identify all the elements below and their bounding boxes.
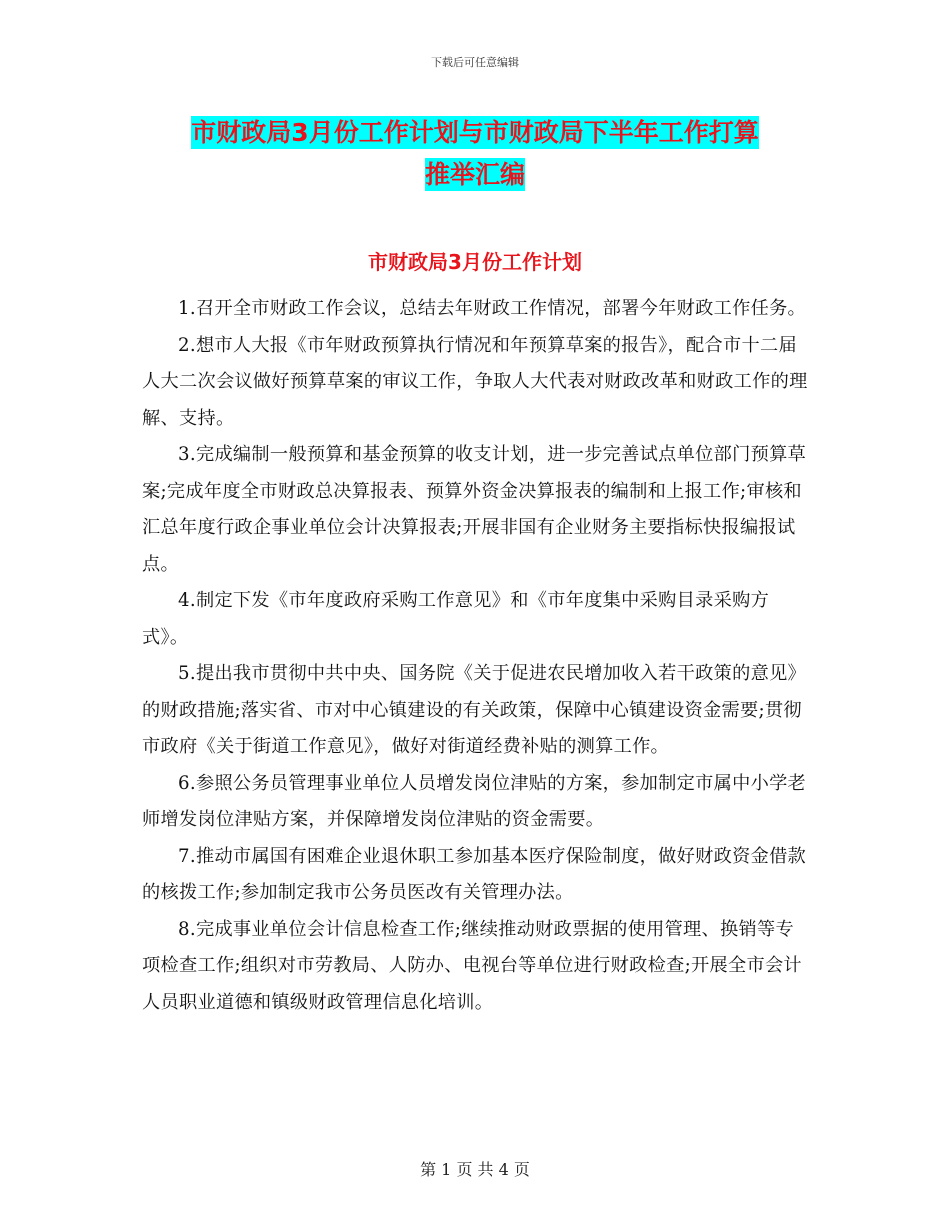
paragraph-5: 5.提出我市贯彻中共中央、国务院《关于促进农民增加收入若干政策的意见》的财政措施;落实省、市对中心镇建设的有关政策，保障中心镇建设资金需要;贯彻市政府《关于街道工作意见》，做好对街道经费补贴的测算工作。 (142, 663, 807, 757)
paragraph-6: 6.参照公务员管理事业单位人员增发岗位津贴的方案，参加制定市属中小学老师增发岗位津贴方案，并保障增发岗位津贴的资金需要。 (142, 772, 807, 830)
paragraph-4: 4.制定下发《市年度政府采购工作意见》和《市年度集中采购目录采购方式》。 (142, 590, 770, 648)
paragraph-8: 8.完成事业单位会计信息检查工作;继续推动财政票据的使用管理、换销等专项检查工作;组织对市劳教局、人防办、电视台等单位进行财政检查;开展全市会计人员职业道德和镇级财政管理信息化培训。 (142, 918, 802, 1013)
header-note: 下载后可任意编辑 (431, 56, 519, 69)
title-line-1: 市财政局3月份工作计划与市财政局下半年工作打算 (191, 118, 759, 147)
document-body (142, 291, 812, 1021)
section-title: 市财政局3月份工作计划 (368, 250, 582, 274)
paragraph-3: 3.完成编制一般预算和基金预算的收支计划，进一步完善试点单位部门预算草案;完成年度全市财政总决算报表、预算外资金决算报表的编制和上报工作;审核和汇总年度行政企事业单位会计决算报表;开展非国有企业财务主要指标快报编报试点。 (142, 444, 807, 575)
document-title (0, 112, 950, 196)
title-line-2: 推举汇编 (424, 160, 525, 189)
paragraph-2: 2.想市人大报《市年财政预算执行情况和年预算草案的报告》，配合市十二届人大二次会议做好预算草案的审议工作，争取人大代表对财政改革和财政工作的理解、支持。 (142, 334, 808, 429)
paragraph-7: 7.推动市属国有困难企业退休职工参加基本医疗保险制度，做好财政资金借款的核拨工作;参加制定我市公务员医改有关管理办法。 (142, 845, 807, 903)
page-footer: 第 1 页 共 4 页 (420, 1160, 530, 1179)
paragraph-1: 1.召开全市财政工作会议，总结去年财政工作情况，部署今年财政工作任务。 (178, 298, 807, 319)
